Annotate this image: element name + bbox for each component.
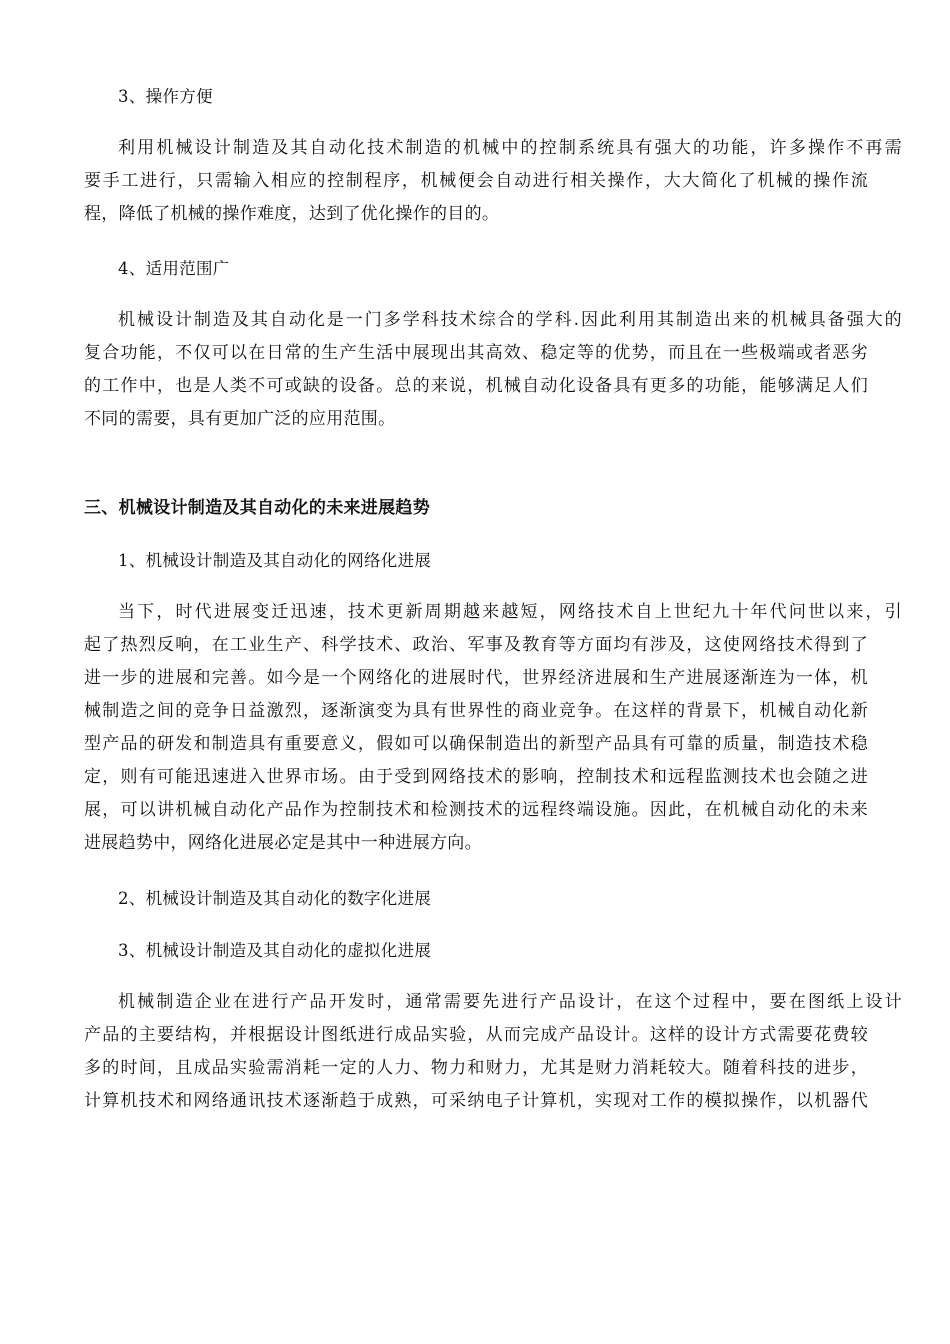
paragraph-line: 复合功能，不仅可以在日常的生产生活中展现出其高效、稳定等的优势，而且在一些极端或者恶劣 <box>84 343 868 363</box>
paragraph-line: 机械制造企业在进行产品开发时，通常需要先进行产品设计，在这个过程中，要在图纸上设计 <box>118 992 902 1012</box>
subheading-digitalization: 2、机械设计制造及其自动化的数字化进展 <box>118 889 432 908</box>
subheading-wide-application: 4、适用范围广 <box>118 259 230 278</box>
paragraph-line: 展，可以讲机械自动化产品作为控制技术和检测技术的远程终端设施。因此，在机械自动化的未来 <box>84 800 868 820</box>
paragraph-line: 不同的需要，具有更加广泛的应用范围。 <box>84 409 396 429</box>
paragraph-line: 的工作中，也是人类不可或缺的设备。总的来说，机械自动化设备具有更多的功能，能够满足人们 <box>84 376 868 396</box>
paragraph-line: 当下，时代进展变迁迅速，技术更新周期越来越短，网络技术自上世纪九十年代问世以来，引 <box>118 602 902 622</box>
paragraph-line: 起了热烈反响，在工业生产、科学技术、政治、军事及教育等方面均有涉及，这使网络技术得到了 <box>84 635 868 655</box>
subheading-virtualization: 3、机械设计制造及其自动化的虚拟化进展 <box>118 941 432 960</box>
paragraph-line: 机械设计制造及其自动化是一门多学科技术综合的学科.因此利用其制造出来的机械具备强大的 <box>118 310 902 330</box>
paragraph-line: 进展趋势中，网络化进展必定是其中一种进展方向。 <box>84 833 482 853</box>
paragraph-line: 械制造之间的竞争日益激烈，逐渐演变为具有世界性的商业竞争。在这样的背景下，机械自动化新 <box>84 701 868 721</box>
paragraph-line: 型产品的研发和制造具有重要意义，假如可以确保制造出的新型产品具有可靠的质量，制造技术稳 <box>84 734 868 754</box>
paragraph-line: 定，则有可能迅速进入世界市场。由于受到网络技术的影响，控制技术和远程监测技术也会随之进 <box>84 767 868 787</box>
subheading-networking: 1、机械设计制造及其自动化的网络化进展 <box>118 551 432 570</box>
paragraph-line: 多的时间，且成品实验需消耗一定的人力、物力和财力，尤其是财力消耗较大。随着科技的进步， <box>84 1058 868 1078</box>
paragraph-line: 程，降低了机械的操作难度，达到了优化操作的目的。 <box>84 204 500 224</box>
paragraph-line: 利用机械设计制造及其自动化技术制造的机械中的控制系统具有强大的功能，许多操作不再需 <box>118 138 902 158</box>
subheading-convenient-operation: 3、操作方便 <box>118 87 213 106</box>
major-heading: 三、机械设计制造及其自动化的未来进展趋势 <box>84 498 430 518</box>
paragraph-line: 要手工进行，只需输入相应的控制程序，机械便会自动进行相关操作，大大简化了机械的操作流 <box>84 171 868 191</box>
paragraph-line: 进一步的进展和完善。如今是一个网络化的进展时代，世界经济进展和生产进展逐渐连为一体，机 <box>84 668 868 688</box>
paragraph-line: 计算机技术和网络通讯技术逐渐趋于成熟，可采纳电子计算机，实现对工作的模拟操作，以机器代 <box>84 1091 868 1111</box>
paragraph-line: 产品的主要结构，并根据设计图纸进行成品实验，从而完成产品设计。这样的设计方式需要花费较 <box>84 1025 868 1045</box>
